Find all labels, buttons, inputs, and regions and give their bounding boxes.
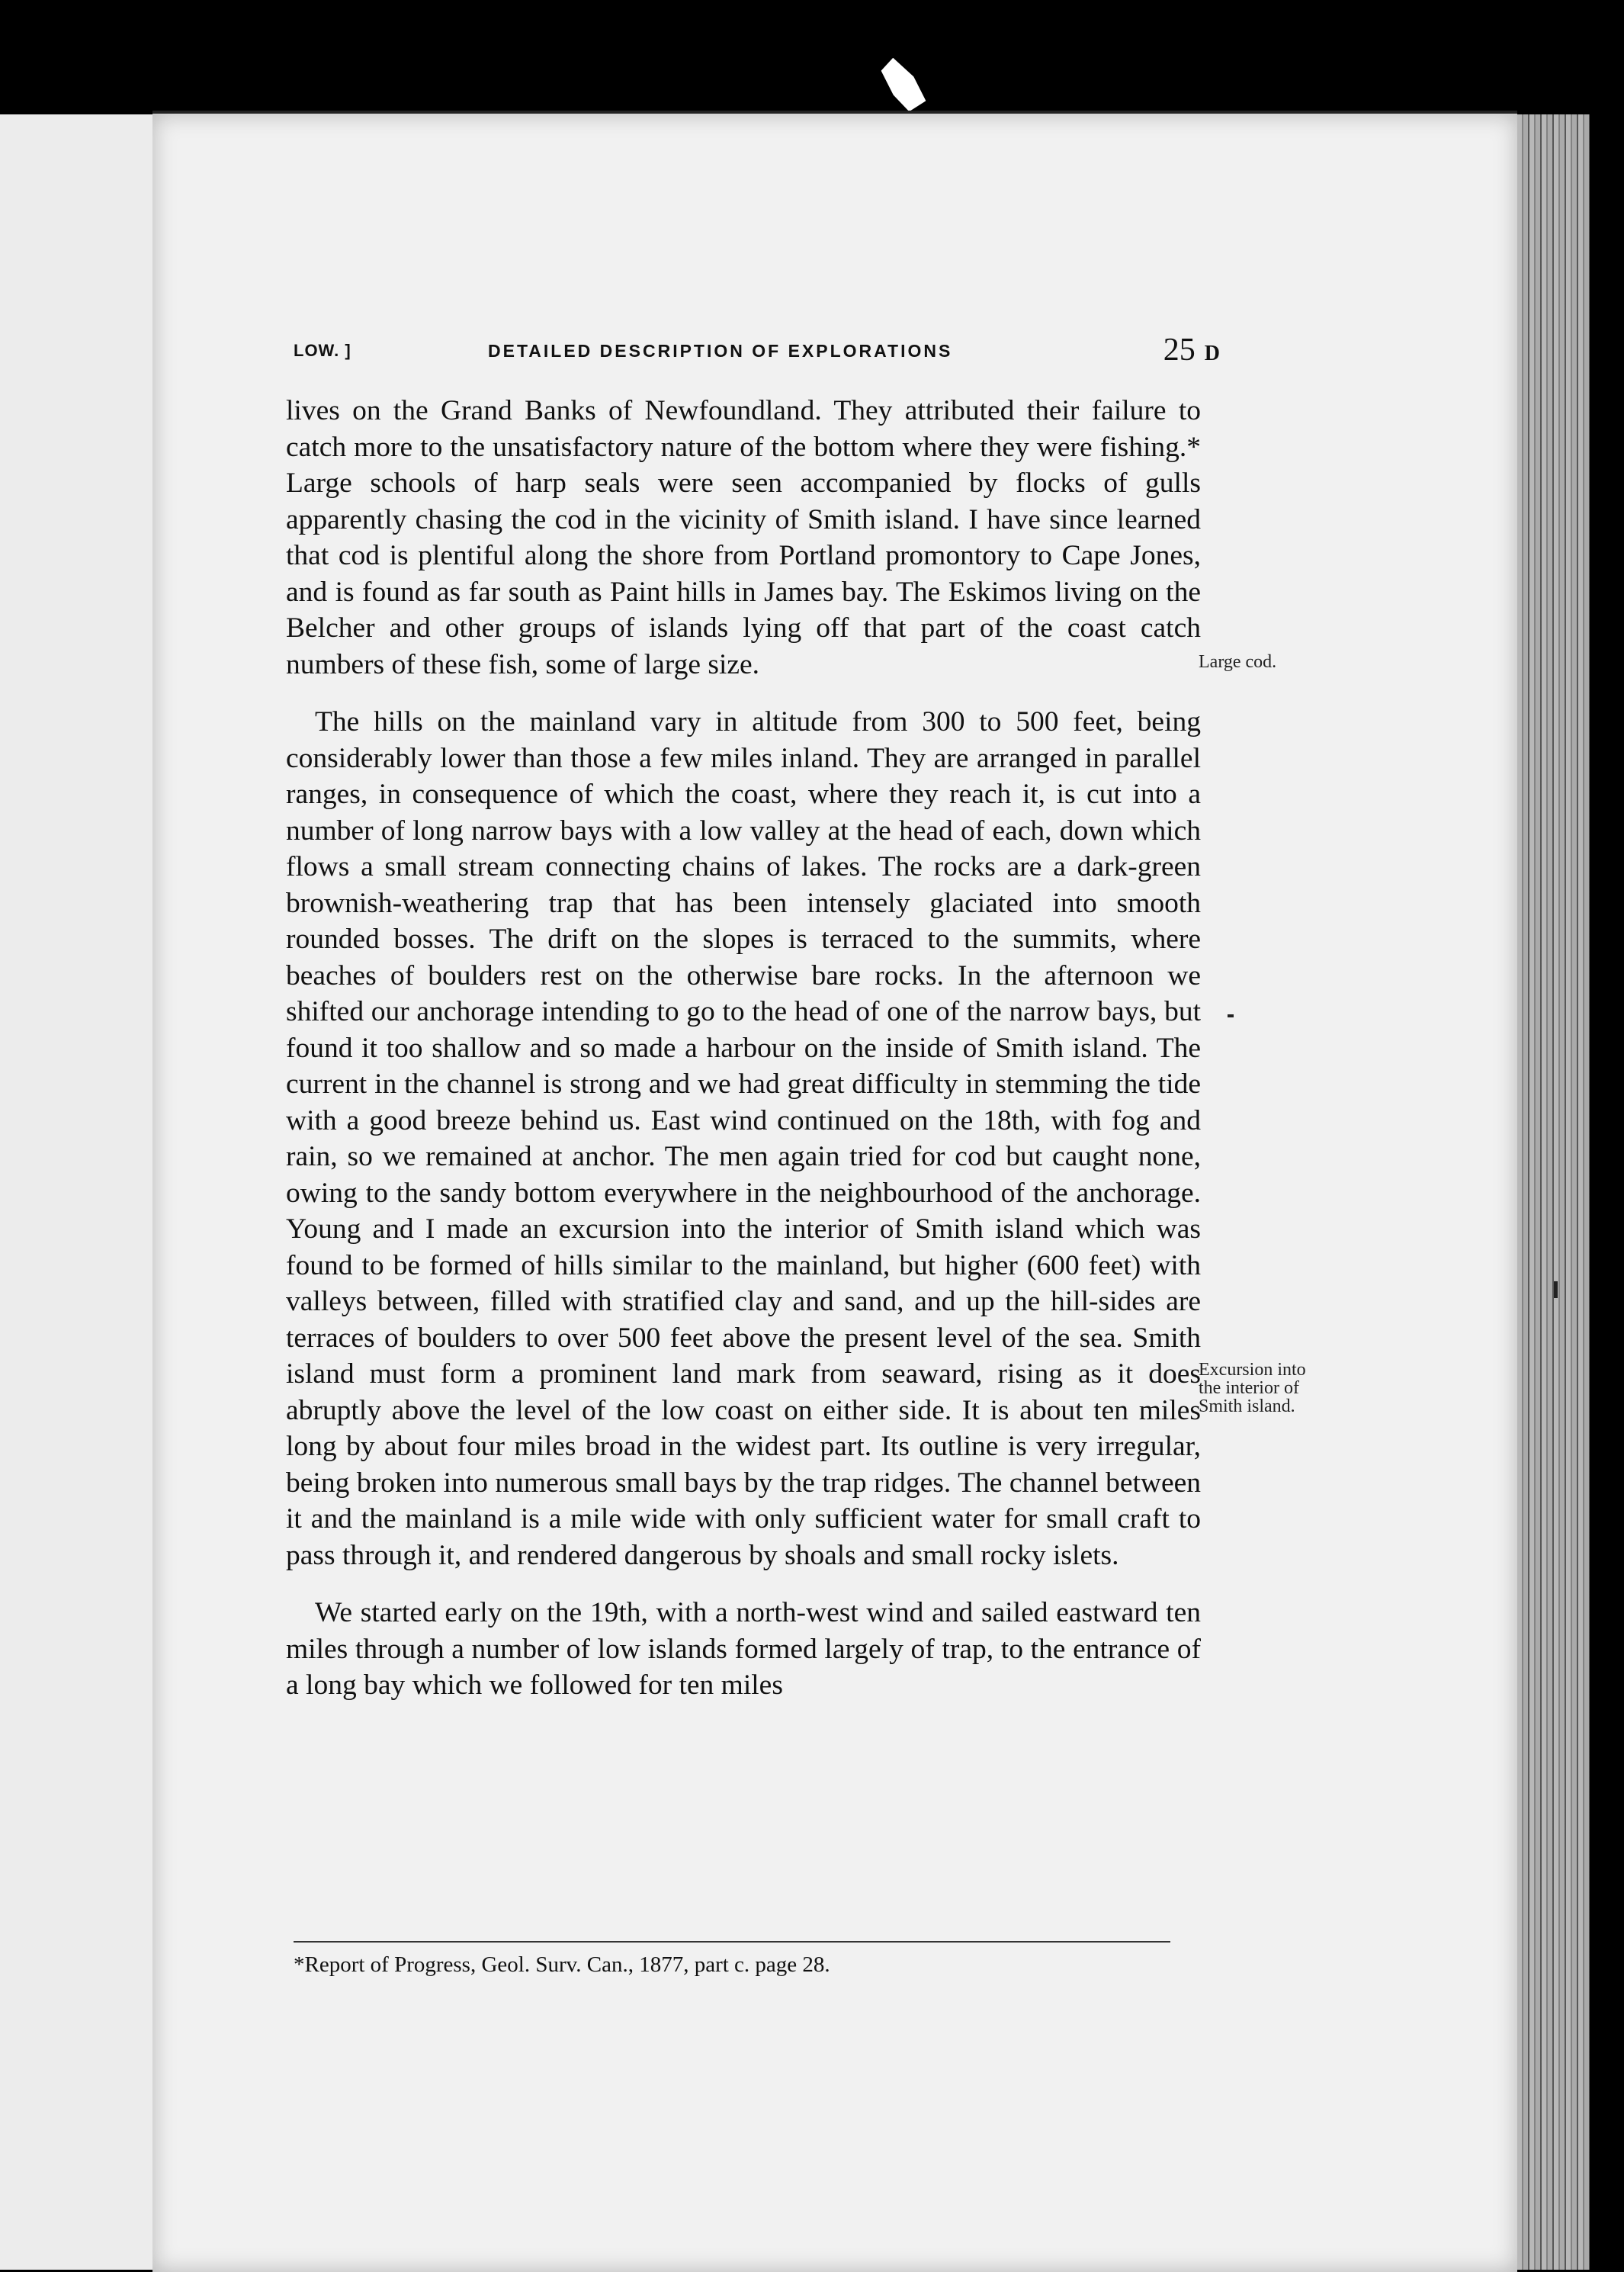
ink-speck [1554,1281,1558,1298]
running-header [294,332,1220,378]
ink-speck [1228,1014,1234,1017]
facing-page-edge [0,114,157,2270]
margin-note-excursion: Excursion into the interior of Smith island. [1199,1360,1306,1416]
page-number [1163,332,1220,368]
page-stack-edge [1517,114,1590,2270]
footnote-rule [294,1941,1170,1943]
page-number-value: 25 [1163,333,1196,368]
paper-scrap [871,56,937,116]
header-title: DETAILED DESCRIPTION OF EXPLORATIONS [488,341,953,361]
margin-note-large-cod: Large cod. [1199,652,1277,672]
footnote: *Report of Progress, Geol. Surv. Can., 1877, part c. page 28. [294,1952,830,1977]
paragraph-2: The hills on the mainland vary in altitude from 300 to 500 feet, being considerably lower than those a few miles inland. They are arranged in parallel ranges, in consequence of which the coast, where they reach it, is cut into a number of long narrow bays with a low valley at the head of each, down which flows a small stream connecting chains of lakes. The rocks are a dark-green brownish-weathering trap that has been intensely glaciated into smooth rounded bosses. The drift on the slopes is terraced to the summits, where beaches of boulders rest on the otherwise bare rocks. In the afternoon we shifted our anchorage intending to go to the head of one of the narrow bays, but found it too shallow and so made a harbour on the inside of Smith island. The current in the channel is strong and we had great difficulty in stemming the tide with a good breeze behind us. East wind continued on the 18th, with fog and rain, so we remained at anchor. The men again tried for cod but caught none, owing to the sandy bottom everywhere in the neighbourhood of the anchorage. Young and I made an excursion into the interior of Smith island which was found to be formed of hills similar to the mainland, but higher (600 feet) with valleys between, filled with stratified clay and sand, and up the hill-sides are terraces of boulders to over 500 feet above the present level of the sea. Smith island must form a prominent land mark from seaward, rising as it does abruptly above the level of the low coast on either side. It is about ten miles long by about four miles broad in the widest part. Its outline is very irregular, being broken into numerous small bays by the trap ridges. The channel between it and the mainland is a mile wide with only sufficient water for small craft to pass through it, and rendered dangerous by shoals and small rocky islets. [286,706,1201,1571]
page-number-suffix: D [1204,342,1220,365]
paragraph-3: We started early on the 19th, with a north-west wind and sailed eastward ten miles through a number of low islands formed largely of trap, to the entrance of a long bay which we followed for ten miles [286,1597,1201,1701]
header-author: LOW. ] [294,341,351,360]
paragraph-1: lives on the Grand Banks of Newfoundland. They attributed their failure to catch more to the unsatisfactory nature of the bottom where they were fishing.* Large schools of harp seals were seen accompanied by flocks of gulls apparently chasing the cod in the vicinity of Smith island. I have since learned that cod is plentiful along the shore from Portland promontory to Cape Jones, and is found as far south as Paint hills in James bay. The Eskimos living on the Belcher and other groups of islands lying off that part of the coast catch numbers of these fish, some of large size. [286,395,1201,680]
body-text [286,393,1201,1704]
